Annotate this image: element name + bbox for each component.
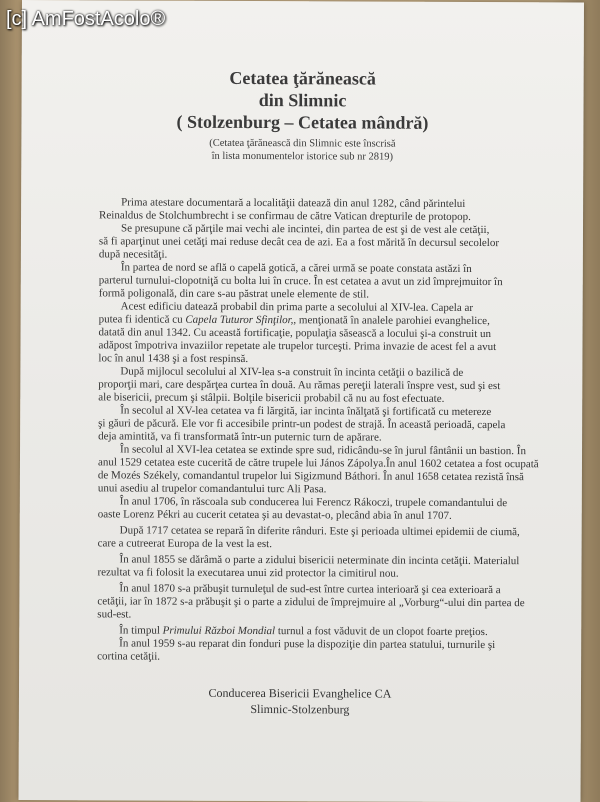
text-line: care a cutreerat Europa de la vest la est. — [97, 537, 273, 551]
text-line: După 1717 cetatea se repară în diferite rânduri. Este şi perioada ultimei epidemii de ciumă, — [119, 524, 520, 539]
text-line: După mijlocul secolului al XIV-lea s-a construit în incinta cetăţii o bazilică de — [120, 365, 464, 379]
text-line: Acest edificiu datează probabil din prima parte a secolului al XIV-lea. Capela ar — [120, 300, 474, 314]
text-segment: turnul a fost văduvit de un clopot foarte preţios. — [277, 625, 488, 639]
page-title — [21, 66, 583, 134]
text-line: adăpost împotriva invaziilor repetate ale trupelor turceşti. Prima invazie de acest fel a avut — [98, 339, 497, 354]
text-line: formă poligonală, din care s-au păstrat unele elemente de stil. — [98, 287, 370, 301]
signature-block — [19, 684, 581, 718]
text-line: cortina cetăţii. — [97, 650, 161, 663]
text-line: şi găuri de păcură. Ele vor fi accesibile printr-un podest de strajă. În această perioadă, capela — [98, 417, 506, 432]
text-line: Prima atestare documentară a localităţii datează din anul 1282, când părintelui — [121, 196, 466, 210]
note-line-2: în lista monumentelor istorice sub nr 2819) — [211, 150, 394, 163]
text-line: deja amintită, va fi transformată într-un puternic turn de apărare. — [98, 430, 382, 444]
text-line: În anul 1870 s-a prăbuşit turnuleţul de sud-est între curtea interioară şi cea exterioară a — [119, 582, 501, 597]
text-line: proporţii mari, care despărţea curtea în două. Au rămas pereţii laterali înspre vest, sud şi est — [98, 378, 501, 393]
paper-sheet — [19, 0, 584, 802]
title-line-1: Cetatea ţărănească — [229, 67, 376, 89]
text-line: datată din anul 1342. Cu această fortificaţie, populaţia săsească a locului şi-a construit un — [98, 326, 492, 341]
text-line: Reinaldus de Stolchumbrecht i se confirmau de către Vatican drepturile de protopop. — [99, 209, 471, 223]
title-line-3: ( Stolzenburg – Cetatea mândră) — [176, 111, 429, 133]
text-line: loc în anul 1438 şi a fost respinsă. — [98, 352, 249, 365]
text-segment: În timpul — [119, 624, 160, 637]
text-line: oaste Lorenz Pékri au cucerit cetatea şi au devastat-o, plecând abia în anul 1707. — [97, 508, 452, 522]
text-line: parterul turnului-clopotniţă cu bolta lui în cruce. În est cetatea a avut un zid împrejmuitor în — [98, 274, 503, 289]
text-line: anul 1529 cetatea este cucerită de către trupele lui János Zápolya.În anul 1602 cetatea a fost ocupată — [97, 456, 539, 471]
text-line: În secolul al XVI-lea cetatea se extinde spre sud, ridicându-se în jurul fântânii un bastion. În — [120, 443, 527, 458]
registry-note — [21, 137, 583, 164]
text-line: după necesităţi. — [98, 248, 168, 261]
text-line: În partea de nord se află o capelă gotică, a cărei urmă se poate constata astăzi în — [120, 261, 472, 275]
text-line: sud-est. — [97, 608, 132, 621]
title-line-2: din Slimnic — [258, 90, 347, 111]
note-line-1: (Cetatea ţărănească din Slimnic este înscrisă — [209, 137, 396, 150]
text-line: În anul 1855 se dărâmă o parte a zidului bisericii neterminate din incinta cetăţii. Materialul — [119, 553, 520, 568]
italic-chapel-name: Capela Tuturor Sfinţilor, — [185, 313, 294, 327]
italic-war-name: Primului Război Mondial — [162, 624, 276, 638]
text-segment: putea fi identică cu — [98, 313, 183, 326]
watermark: [c] AmFostAcolo® — [6, 8, 166, 30]
text-line: unui asediu al trupelor comandantului turc Ali Pasa. — [97, 482, 327, 496]
text-line: În anul 1706, în răscoala sub conducerea lui Ferencz Rákoczi, trupele comandantului de — [119, 495, 508, 510]
text-segment: , menţionată în analele parohiei evanghelice, — [293, 314, 490, 328]
text-line: de Mozés Székely, comandantul trupelor lui Sigizmund Báthori. În anul 1658 cetatea rezistă însă — [97, 469, 524, 484]
text-line: Se presupune că părţile mai vechi ale incintei, din partea de est şi de vest ale cetăţii, — [120, 222, 490, 237]
text-line: În secolul al XV-lea cetatea va fi lărgită, iar incinta înălţată şi fortificată cu metereze — [120, 404, 492, 419]
signature-line-1: Conducerea Bisericii Evanghelice CA — [208, 685, 392, 701]
text-line: cetăţii, iar în 1872 s-a prăbuşit şi o parte a zidului de împrejmuire al „Vorburg“-ului din partea de — [97, 595, 525, 610]
body-text — [97, 196, 539, 665]
text-line: rezultat va fi folosit la executarea unui zid protector la cimitirul nou. — [97, 566, 399, 580]
text-line: să fi aparţinut unei cetăţi mai reduse decât cea de azi. Ea a fost mărită în decursul secolelor — [98, 235, 500, 250]
text-line: ale bisericii, precum şi stâlpii. Bolţile bisericii probabil că nu au fost efectuate. — [98, 391, 445, 405]
text-line: În anul 1959 s-au reparat din fonduri puse la dispoziţie din partea statului, turnurile şi — [119, 637, 496, 652]
signature-line-2: Slimnic-Stolzenburg — [250, 702, 350, 717]
